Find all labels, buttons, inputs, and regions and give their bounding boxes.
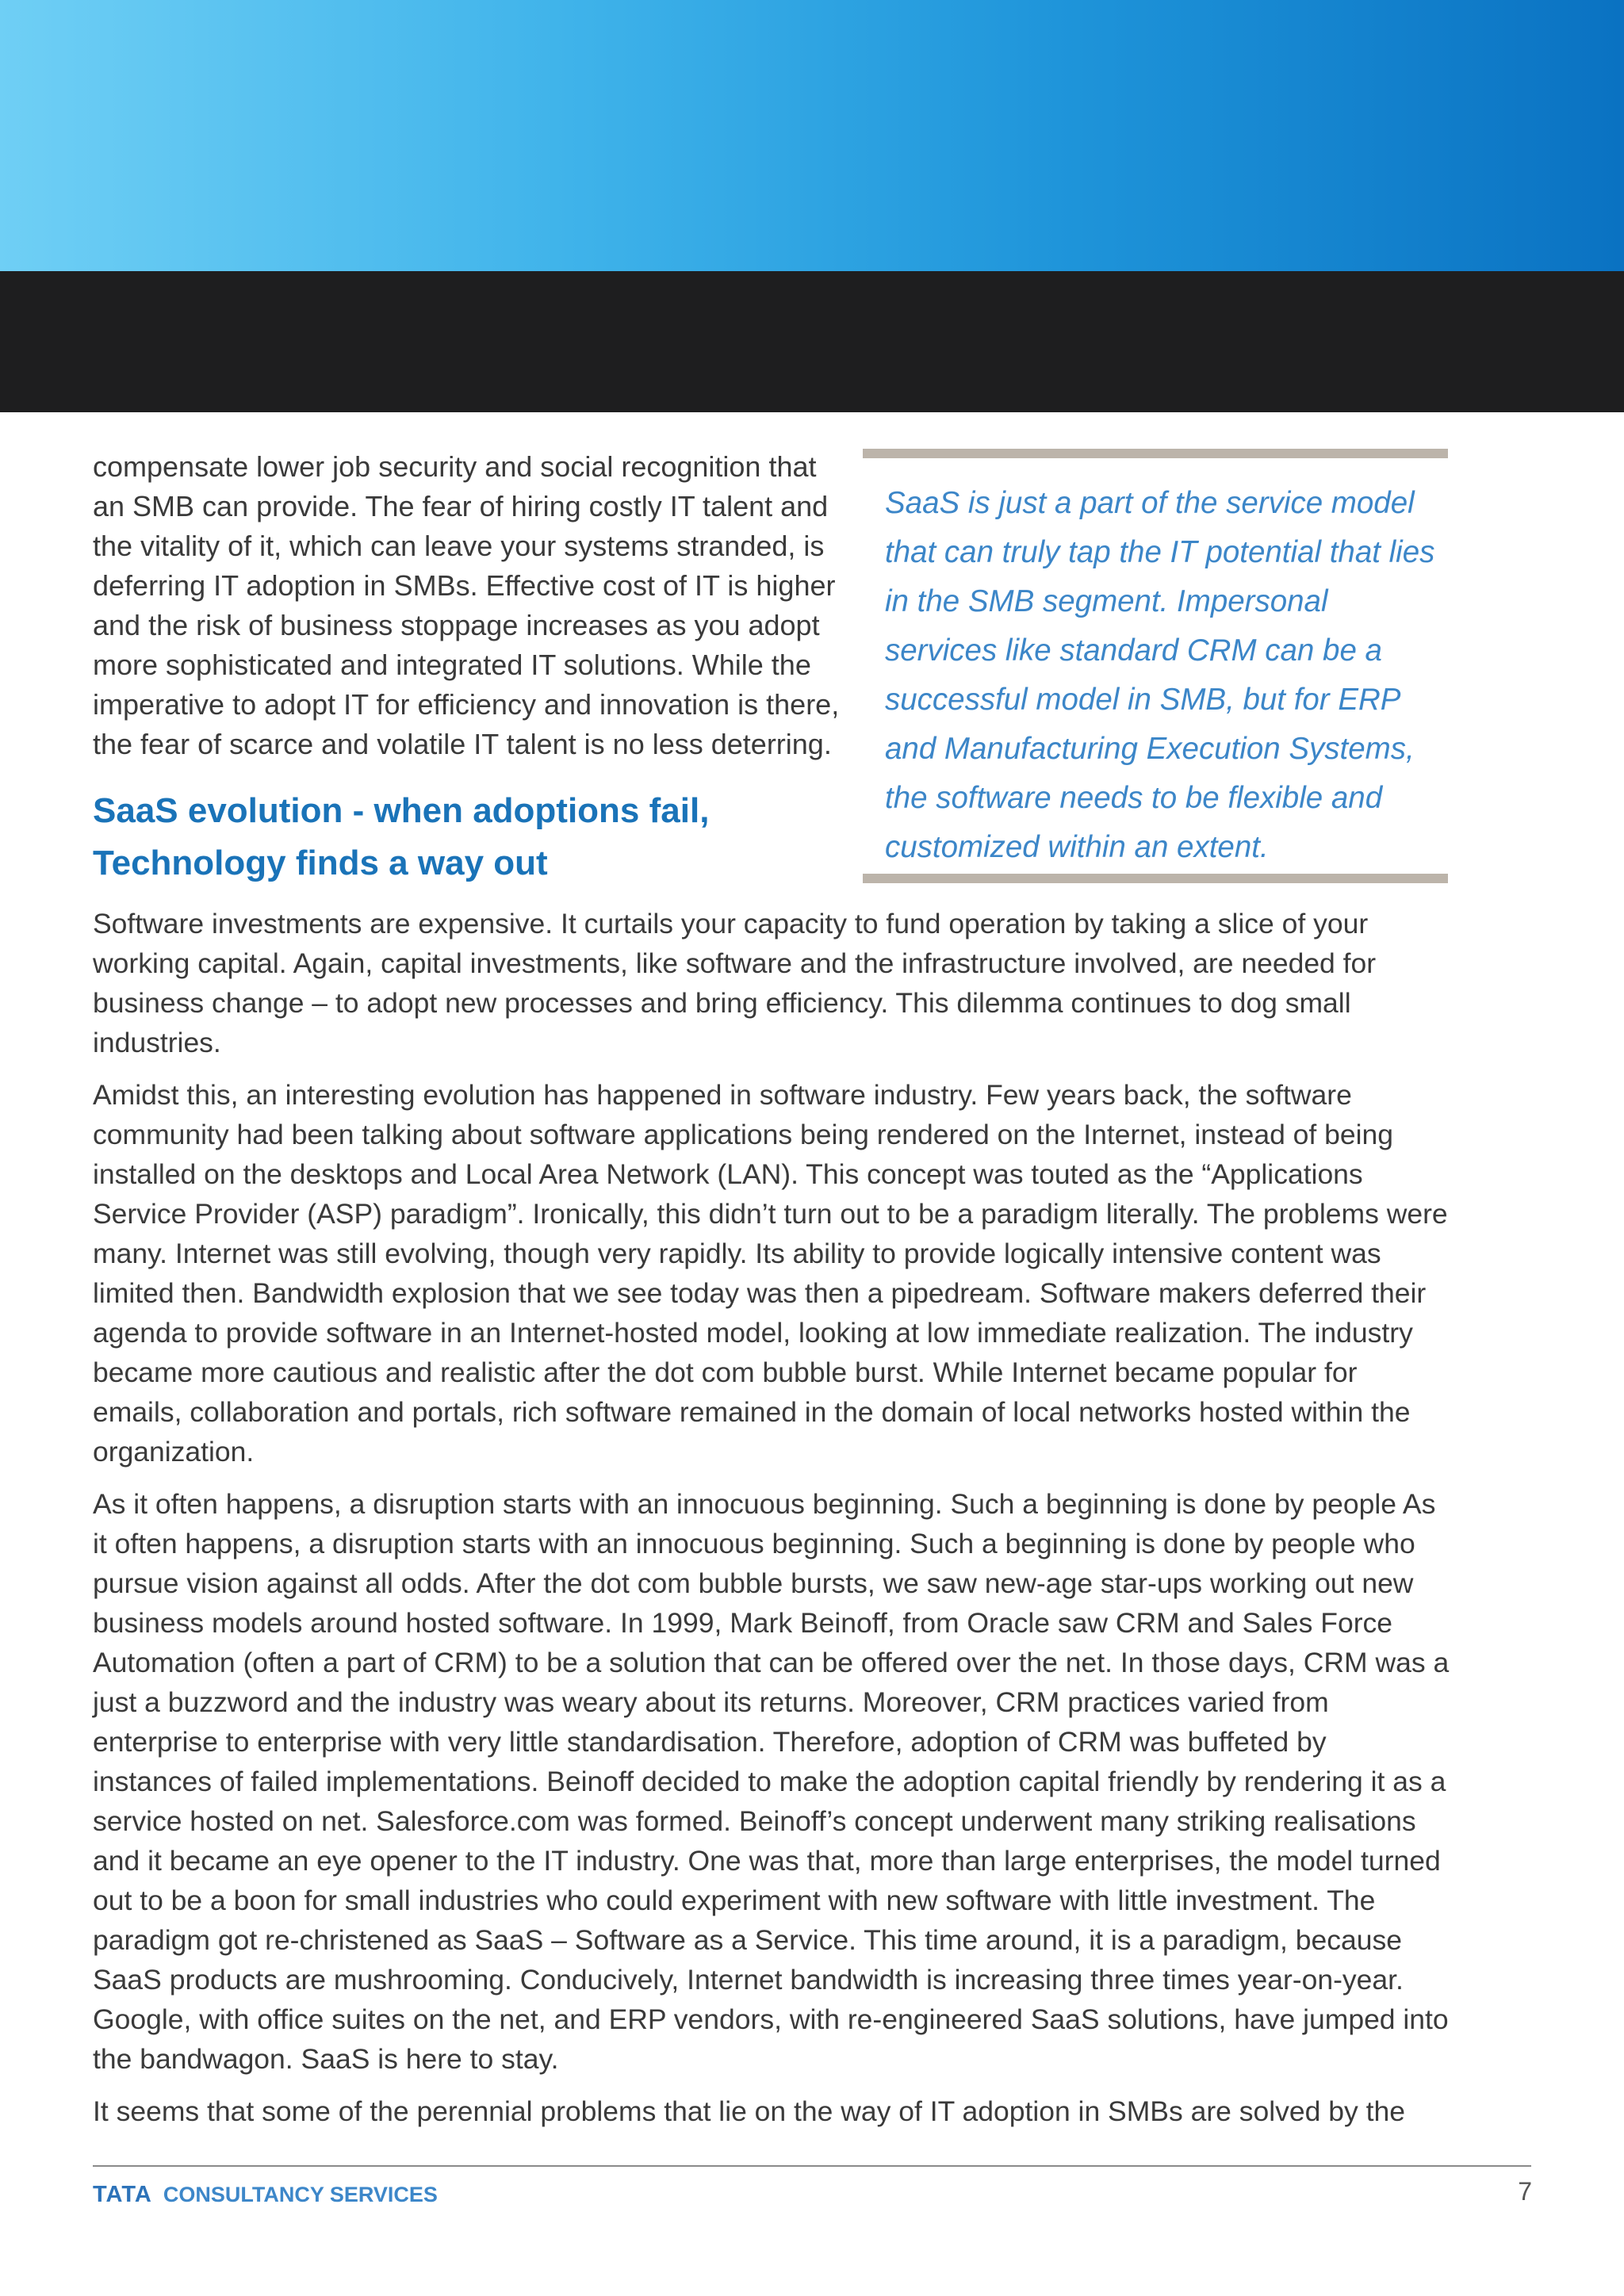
left-column [93, 447, 842, 764]
tata-logo-mark: TATA [93, 2181, 152, 2207]
body-paragraph: Software investments are expensive. It curtails your capacity to fund operation by taking a slice of your working capital. Again, capital investments, like software and the infrastructure involved, are needed for business change – to adopt new processes and bring efficiency. This dilemma continues to dog small industries. [93, 908, 1377, 1058]
body-paragraph: As it often happens, a disruption starts with an innocuous beginning. Such a beginning is done by people As it often happens, a disruption starts with an innocuous beginning. Such a beginning is done by people who pursue vision against all odds. After the dot com bubble bursts, we saw new-age star-ups working out new business models around hosted software. In 1999, Mark Beinoff, from Oracle saw CRM and Sales Force Automation (often a part of CRM) to be a solution that can be offered over the net. In those days, CRM was a just a buzzword and the industry was weary about its returns. Moreover, CRM practices varied from enterprise to enterprise with very little standardisation. Therefore, adoption of CRM was buffeted by instances of failed implementations. Beinoff decided to make the adoption capital friendly by rendering it as a service hosted on net. Salesforce.com was formed. Beinoff’s concept underwent many striking realisations and it became an eye opener to the IT industry. One was that, more than large enterprises, the model turned out to be a boon for small industries who could experiment with new software with little investment. The paradigm got re-christened as SaaS – Software as a Service. This time around, it is a paradigm, because SaaS products are mushrooming. Conducively, Internet bandwidth is increasing three times year-on-year. Google, with office suites on the net, and ERP vendors, with re-engineered SaaS solutions, have jumped into the bandwagon. SaaS is here to stay. [93, 1488, 1450, 2075]
company-logo [93, 2179, 438, 2210]
pull-quote [863, 449, 1448, 883]
footer-divider [93, 2165, 1531, 2167]
header-dark-band [0, 271, 1624, 412]
article-body [93, 904, 1453, 2144]
section-heading: SaaS evolution - when adoptions fail, Technology finds a way out [93, 791, 710, 882]
header-banner [0, 0, 1624, 271]
left-column-paragraph: compensate lower job security and social recognition that an SMB can provide. The fear of hiring costly IT talent and the vitality of it, which can leave your systems stranded, is deferring IT adoption in SMBs. Effective cost of IT is higher and the risk of business stoppage increases as you adopt more sophisticated and integrated IT solutions. While the imperative to adopt IT for efficiency and innovation is there, the fear of scarce and volatile IT talent is no less deterring. [93, 450, 840, 760]
company-name: CONSULTANCY SERVICES [163, 2182, 438, 2206]
pull-quote-text: SaaS is just a part of the service model that can truly tap the IT potential that lies in the SMB segment. Impersonal services like standard CRM can be a successful model in SMB, but for ERP and Manufacturing Execution Systems, the software needs to be flexible and customized within an extent. [885, 486, 1435, 864]
body-paragraph: Amidst this, an interesting evolution has happened in software industry. Few years back, the software community had been talking about software applications being rendered on the Internet, instead of being installed on the desktops and Local Area Network (LAN). This concept was touted as the “Applications Service Provider (ASP) paradigm”. Ironically, this didn’t turn out to be a paradigm literally. The problems were many. Internet was still evolving, though very rapidly. Its ability to provide logically intensive content was limited then. Bandwidth explosion that we see today was then a pipedream. Software makers deferred their agenda to provide software in an Internet-hosted model, looking at low immediate realization. The industry became more cautious and realistic after the dot com bubble burst. While Internet became popular for emails, collaboration and portals, rich software remained in the domain of local networks hosted within the organization. [93, 1079, 1448, 1468]
page-number: 7 [1518, 2177, 1532, 2206]
body-paragraph: It seems that some of the perennial problems that lie on the way of IT adoption in SMBs are solved by the [93, 2095, 1405, 2127]
